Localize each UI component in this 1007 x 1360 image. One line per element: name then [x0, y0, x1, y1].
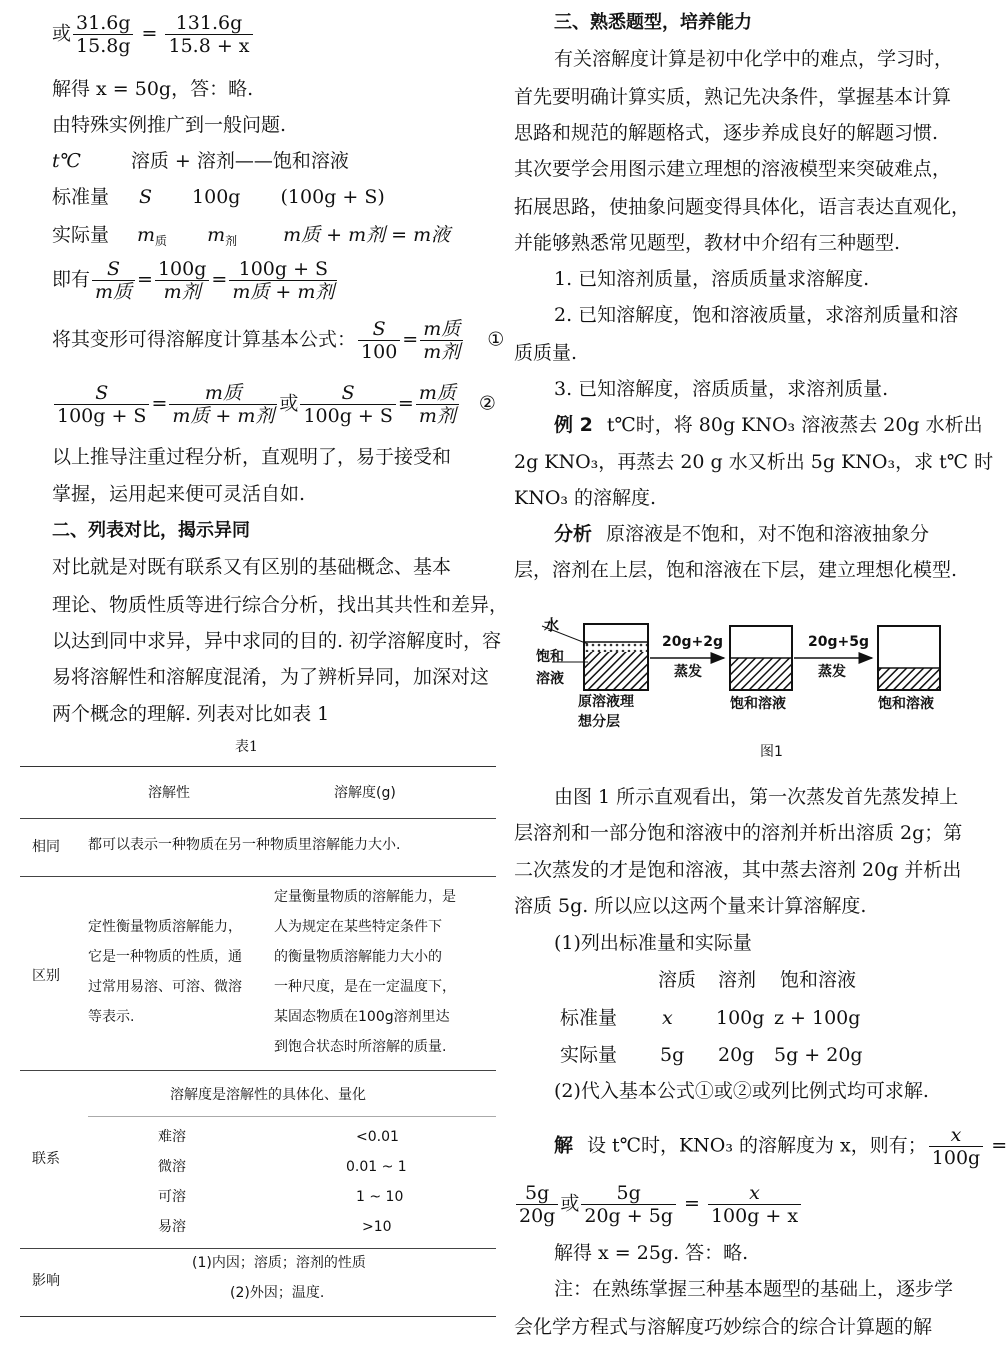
link-rank-3: 可溶 — [158, 1189, 186, 1205]
paragraph-1-line-1: 以上推导注重过程分析，直观明了，易于接受和 — [52, 446, 452, 468]
analysis-line-1: 分析 原溶液是不饱和，对不饱和溶液抽象分 — [554, 523, 930, 545]
temp-row: t℃ 溶质 + 溶剂——饱和溶液 — [52, 150, 349, 172]
paragraph-2-line-1: 对比就是对既有联系又有区别的基础概念、基本 — [52, 556, 452, 578]
paragraph-3-line-1: 有关溶解度计算是初中化学中的难点，学习时， — [554, 48, 954, 70]
paragraph-2-line-2: 理论、物质性质等进行综合分析，找出其共性和差异， — [52, 594, 509, 616]
link-range-4: >10 — [362, 1219, 392, 1235]
step-1-std-solute: x — [662, 1007, 673, 1029]
link-range-3: 1 ~ 10 — [356, 1189, 404, 1205]
step-2: (2)代入基本公式①或②或列比例式均可求解. — [554, 1080, 929, 1102]
note-line-1: 注：在熟练掌握三种基本题型的基础上，逐步学 — [554, 1278, 954, 1300]
label-original-line-2: 想分层 — [578, 714, 620, 730]
problem-type-1: 1. 已知溶剂质量，溶质质量求溶解度. — [554, 268, 870, 290]
row-label-influence: 影响 — [32, 1273, 60, 1289]
paragraph-3-line-5: 拓展思路，使抽象问题变得具体化，语言表达直观化， — [514, 196, 971, 218]
arrow-1-top-label: 20g+2g — [662, 634, 723, 650]
table-rule — [20, 1070, 496, 1071]
label-water: 水 — [544, 616, 560, 634]
label-saturated-line-2: 溶液 — [536, 671, 564, 687]
paragraph-4-line-4: 溶质 5g. 所以应以这两个量来计算溶解度. — [514, 895, 867, 917]
paragraph-3-line-2: 首先要明确计算实质，熟记先决条件，掌握基本计算 — [514, 86, 952, 108]
step-1: (1)列出标准量和实际量 — [554, 932, 752, 954]
example-2-line-3: KNO₃ 的溶解度. — [514, 487, 657, 509]
solution-equation: $\frac{5g}{20g}$ 或 $\frac{5g}{20g + 5g}$ = $\frac{x}{100g + x}$ — [514, 1182, 803, 1227]
step-1-col-solute: 溶质 — [658, 969, 697, 991]
table-rule — [20, 876, 496, 877]
analysis-line-2: 层，溶剂在上层，饱和溶液在下层，建立理想化模型. — [514, 559, 958, 581]
figure-1 — [512, 612, 982, 772]
beaker-saturated-2 — [878, 626, 940, 690]
standard-row: 标准量 S 100g (100g + S) — [52, 186, 385, 208]
beaker-saturated-1 — [730, 626, 792, 690]
formula-one: 将其变形可得溶解度计算基本公式： $\frac{S}{100}$ = $\frac{\text{m质}}{\text{m剂}}$ ① — [52, 318, 505, 363]
figure-caption: 图1 — [760, 744, 783, 760]
row-label-difference: 区别 — [32, 968, 60, 984]
beaker-3-label: 饱和溶液 — [878, 696, 934, 712]
example-2-line-2: 2g KNO₃，再蒸去 20 g 水又析出 5g KNO₃，求 t℃ 时 — [514, 451, 994, 473]
table-header-solubility-property: 溶解性 — [148, 785, 190, 801]
influence-external: (2)外因；温度. — [230, 1285, 325, 1301]
table-top-rule — [20, 766, 496, 767]
link-rank-4: 易溶 — [158, 1219, 186, 1235]
row-label-same: 相同 — [32, 839, 60, 855]
paragraph-2-line-5: 两个概念的理解. 列表对比如表 1 — [52, 703, 330, 725]
link-rank-1: 难溶 — [158, 1129, 186, 1145]
paragraph-3-line-6: 并能够熟悉常见题型，教材中介绍有三种题型. — [514, 232, 901, 254]
beaker-original — [584, 624, 648, 690]
step-1-col-saturated: 饱和溶液 — [780, 969, 857, 991]
table-rule-thin — [88, 1116, 496, 1117]
step-1-std-saturated: z + 100g — [774, 1007, 861, 1029]
paragraph-4-line-3: 二次蒸发的才是饱和溶液，其中蒸去溶剂 20g 并析出 — [514, 859, 962, 881]
solution-answer: 解得 x = 25g. 答：略. — [554, 1242, 749, 1264]
link-range-1: <0.01 — [356, 1129, 399, 1145]
arrow-1-bottom-label: 蒸发 — [674, 664, 702, 680]
step-1-act-label: 实际量 — [560, 1044, 618, 1066]
label-original-line-1: 原溶液理 — [578, 694, 634, 710]
paragraph-4-line-1: 由图 1 所示直观看出，第一次蒸发首先蒸发掉上 — [554, 786, 959, 808]
paragraph-1-line-2: 掌握，运用起来便可灵活自如. — [52, 483, 306, 505]
paragraph-4-line-2: 层溶剂和一部分饱和溶液中的溶剂并析出溶质 2g；第 — [514, 822, 963, 844]
section-two-heading: 二、列表对比，揭示异同 — [52, 520, 250, 541]
influence-internal: (1)内因；溶质；溶剂的性质 — [192, 1255, 366, 1271]
link-rank-2: 微溶 — [158, 1159, 186, 1175]
ratio-equation: 即有 $\frac{S}{\text{m质}}$ = $\frac{100g}{\text{m剂}}$ = $\frac{100g + S}{\text{m质 + m剂}}$ — [52, 258, 339, 303]
solve-line: 解得 x = 50g，答：略. — [52, 78, 254, 100]
table-bottom-rule — [20, 1316, 496, 1317]
problem-type-2-line-1: 2. 已知溶解度，饱和溶液质量，求溶剂质量和溶 — [554, 304, 959, 326]
problem-type-3: 3. 已知溶解度，溶质质量，求溶剂质量. — [554, 378, 889, 400]
paragraph-2-line-4: 易将溶解性和溶解度混淆，为了辨析异同，加深对这 — [52, 666, 490, 688]
equation-or-line: 或 $\frac{31.6g}{15.8g}$ = $\frac{131.6g}{15.8 + x}$ — [52, 12, 255, 57]
problem-type-2-line-2: 质质量. — [514, 342, 578, 364]
beaker-2-label: 饱和溶液 — [730, 696, 786, 712]
difference-value-text: 定量衡量物质的溶解能力，是 人为规定在某些特定条件下 的衡量物质溶解能力大小的 一种尺度，是在一定温度下， 某固态物质在100g溶剂里达 到饱合状态时所溶解的质量. — [274, 889, 456, 1055]
step-1-act-solute: 5g — [660, 1044, 685, 1066]
section-three-heading: 三、熟悉题型，培养能力 — [554, 12, 752, 33]
arrow-2-top-label: 20g+5g — [808, 634, 869, 650]
paragraph-3-line-3: 思路和规范的解题格式，逐步养成良好的解题习惯. — [514, 122, 939, 144]
solution-line: 解 设 t℃时，KNO₃ 的溶解度为 x，则有； $\frac{x}{100g}$ = — [554, 1124, 1007, 1169]
actual-row: 实际量 $m_质$ $m_剂$ m质 + m剂 = m液 — [52, 224, 451, 248]
row-same-text: 都可以表示一种物质在另一种物质里溶解能力大小. — [88, 837, 401, 853]
paragraph-3-line-4: 其次要学会用图示建立理想的溶液模型来突破难点， — [514, 158, 952, 180]
table-rule — [20, 818, 496, 819]
step-1-act-solvent: 20g — [718, 1044, 755, 1066]
note-line-2: 会化学方程式与溶解度巧妙综合的综合计算题的解 — [514, 1316, 933, 1338]
formula-two: $\frac{S}{100g + S}$ = $\frac{\text{m质}}{\text{m质 + m剂}}$ 或 $\frac{S}{100g + S}$ = $\frac{\text{m质}}{\text{m剂}}$ ② — [52, 382, 496, 427]
general-line: 由特殊实例推广到一般问题. — [52, 114, 287, 136]
table-title: 表1 — [235, 739, 258, 755]
link-range-2: 0.01 ~ 1 — [346, 1159, 407, 1175]
table-header-solubility-value: 溶解度(g) — [334, 785, 396, 801]
step-1-col-solvent: 溶剂 — [718, 969, 757, 991]
difference-property-text: 定性衡量物质溶解能力， 它是一种物质的性质，通 过常用易溶、可溶、微溶 等表示. — [88, 919, 242, 1025]
example-2-line-1: 例 2 t℃时，将 80g KNO₃ 溶液蒸去 20g 水析出 — [554, 414, 983, 436]
arrow-2-bottom-label: 蒸发 — [818, 664, 846, 680]
step-1-std-solvent: 100g — [716, 1007, 765, 1029]
step-1-act-saturated: 5g + 20g — [774, 1044, 863, 1066]
row-label-link: 联系 — [32, 1151, 60, 1167]
label-saturated-line-1: 饱和 — [536, 649, 564, 665]
paragraph-2-line-3: 以达到同中求异，异中求同的目的. 初学溶解度时，容 — [52, 630, 502, 652]
link-heading: 溶解度是溶解性的具体化、量化 — [170, 1087, 366, 1103]
step-1-std-label: 标准量 — [560, 1007, 618, 1029]
